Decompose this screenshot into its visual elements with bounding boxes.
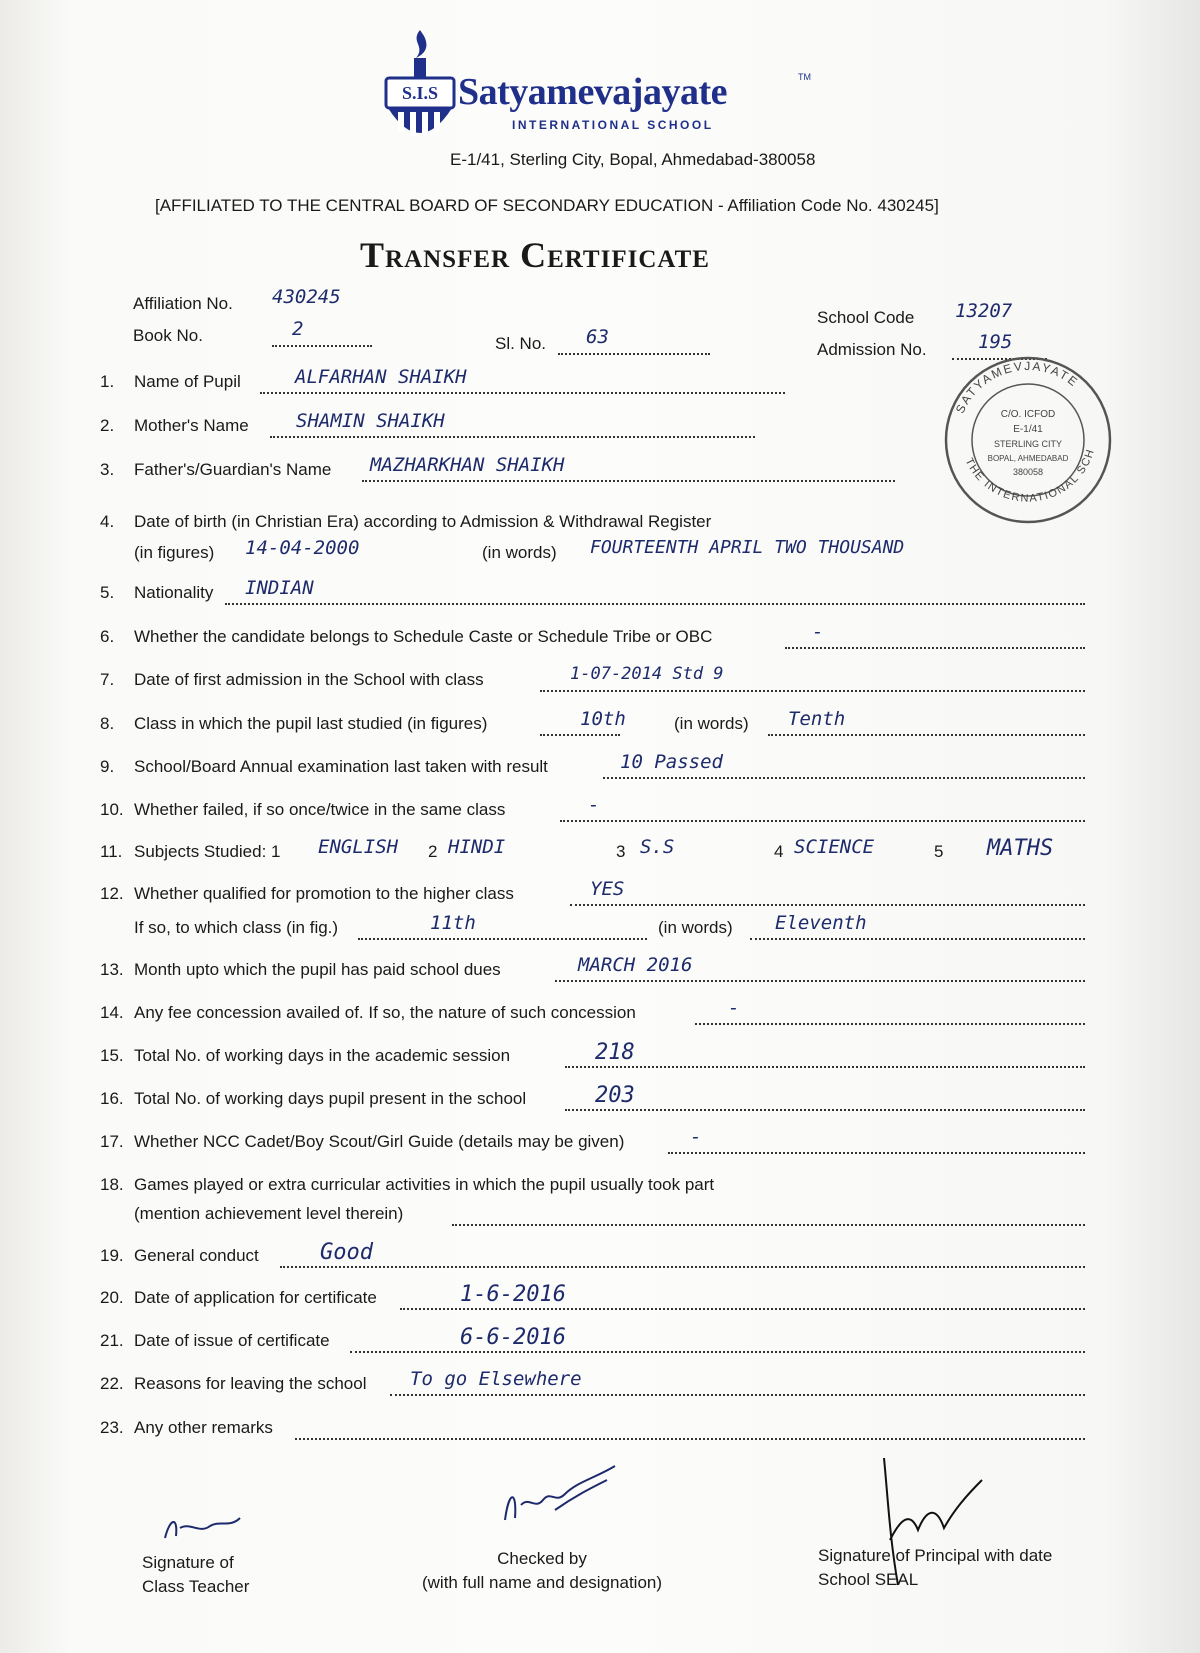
row-number: 21.	[100, 1331, 124, 1350]
subject-1-value: ENGLISH	[318, 836, 399, 858]
dob-figures-label: (in figures)	[134, 543, 215, 562]
principal-line-2: School SEAL	[818, 1570, 919, 1589]
row-label: General conduct	[134, 1246, 259, 1265]
row-label: Whether qualified for promotion to the higher class	[134, 884, 514, 903]
row-label: Reasons for leaving the school	[134, 1374, 367, 1393]
promotion-value: YES	[590, 878, 625, 900]
affiliation-no-value: 430245	[272, 286, 341, 308]
trademark-mark: TM	[798, 72, 811, 82]
issue-date-value: 6-6-2016	[460, 1325, 566, 1350]
row-number: 8.	[100, 714, 115, 733]
row-number: 16.	[100, 1089, 124, 1108]
torch-shield-icon	[380, 28, 460, 148]
row-number: 1.	[100, 372, 115, 391]
first-admission-value: 1-07-2014 Std 9	[570, 664, 724, 684]
row-label: Class in which the pupil last studied (in figures)	[134, 714, 488, 733]
row-label: Date of application for certificate	[134, 1288, 377, 1307]
row-number: 23.	[100, 1418, 124, 1437]
row-label: Whether the candidate belongs to Schedule Caste or Schedule Tribe or OBC	[134, 627, 713, 646]
seal-line-4: BOPAL, AHMEDABAD	[987, 454, 1069, 463]
leaving-reason-value: To go Elsewhere	[410, 1368, 582, 1390]
seal-line-2: E-1/41	[1013, 424, 1043, 435]
row-label: Games played or extra curricular activities in which the pupil usually took part	[134, 1175, 715, 1194]
dob-words-value: FOURTEENTH APRIL TWO THOUSAND	[590, 537, 905, 558]
dues-paid-value: MARCH 2016	[578, 954, 693, 976]
subject-4-value: SCIENCE	[794, 836, 875, 858]
row-application-date	[100, 1282, 1085, 1320]
row-activities	[100, 1175, 1085, 1207]
class-teacher-line-1: Signature of	[142, 1553, 234, 1572]
activities-level-label: (mention achievement level therein)	[134, 1204, 404, 1223]
class-teacher-line-2: Class Teacher	[142, 1577, 250, 1596]
days-present-value: 203	[595, 1083, 635, 1108]
class-teacher-signature	[160, 1508, 250, 1548]
row-nationality	[100, 577, 1085, 615]
seal-line-5: 380058	[1012, 467, 1044, 477]
row-ncc	[100, 1126, 1085, 1164]
subject-3-value: S.S	[640, 836, 675, 858]
subject-3-number: 3	[616, 842, 626, 861]
last-class-words-value: Tenth	[788, 708, 846, 730]
checked-by-signature	[495, 1460, 625, 1530]
row-general-conduct	[100, 1240, 1085, 1278]
seal-line-1: C/O. ICFOD	[1000, 409, 1056, 420]
subject-5-number: 5	[934, 842, 944, 861]
last-class-value: 10th	[580, 708, 626, 730]
application-date-value: 1-6-2016	[460, 1282, 566, 1307]
promotion-words-label: (in words)	[658, 918, 733, 937]
affiliation-no-label: Affiliation No.	[133, 294, 233, 313]
book-no-value: 2	[292, 318, 304, 340]
row-label: Date of first admission in the School with class	[134, 670, 484, 689]
fee-concession-value: -	[728, 997, 740, 1019]
row-label: Mother's Name	[134, 416, 249, 435]
row-days-present	[100, 1083, 1085, 1121]
father-name-value: MAZHARKHAN SHAIKH	[370, 454, 565, 476]
row-leaving-reason	[100, 1368, 1085, 1406]
row-other-remarks	[100, 1418, 1085, 1450]
promotion-class-label: If so, to which class (in fig.)	[134, 918, 339, 937]
row-number: 5.	[100, 583, 115, 602]
admission-no-label: Admission No.	[817, 340, 927, 359]
row-number: 13.	[100, 960, 124, 979]
sl-no-line	[558, 353, 710, 355]
row-number: 11.	[100, 842, 123, 861]
row-label: Nationality	[134, 583, 214, 602]
affiliation-line: [AFFILIATED TO THE CENTRAL BOARD OF SECONDARY EDUCATION - Affiliation Code No. 430245]	[155, 196, 939, 215]
row-number: 20.	[100, 1288, 124, 1307]
principal-sign-block	[818, 1546, 1052, 1590]
row-number: 9.	[100, 757, 115, 776]
row-label: Date of birth (in Christian Era) according to Admission & Withdrawal Register	[134, 512, 712, 531]
row-label: Whether failed, if so once/twice in the same class	[134, 800, 506, 819]
mother-name-value: SHAMIN SHAIKH	[296, 410, 445, 432]
row-label: Date of issue of certificate	[134, 1331, 330, 1350]
row-number: 18.	[100, 1175, 124, 1194]
row-last-class	[100, 708, 1085, 746]
promotion-class-value: 11th	[430, 912, 476, 934]
row-number: 6.	[100, 627, 115, 646]
subject-4-number: 4	[774, 842, 784, 861]
school-code-label: School Code	[817, 308, 915, 327]
row-name-of-pupil	[100, 366, 1085, 404]
row-number: 14.	[100, 1003, 124, 1022]
row-label: Total No. of working days in the academic session	[134, 1046, 511, 1065]
row-subjects	[100, 836, 1085, 874]
checked-by-line-2: (with full name and designation)	[421, 1573, 663, 1592]
logo-mark-text: S.I.S	[401, 83, 439, 103]
row-caste-category	[100, 621, 1085, 659]
row-promotion-class	[100, 912, 1085, 950]
row-number: 17.	[100, 1132, 124, 1151]
row-working-days	[100, 1040, 1085, 1078]
row-label: Any other remarks	[134, 1418, 273, 1437]
sl-no-value: 63	[586, 326, 609, 348]
row-label: Month upto which the pupil has paid school dues	[134, 960, 501, 979]
row-number: 15.	[100, 1046, 124, 1065]
row-number: 7.	[100, 670, 115, 689]
certificate-title: Transfer Certificate	[360, 235, 710, 275]
row-number: 3.	[100, 460, 115, 479]
book-no-line	[272, 345, 372, 347]
sl-no-label: Sl. No.	[495, 334, 547, 353]
last-exam-value: 10 Passed	[620, 751, 723, 773]
school-logo	[380, 28, 820, 148]
row-label: School/Board Annual examination last taken with result	[134, 757, 548, 776]
subject-2-value: HINDI	[448, 836, 506, 858]
dob-figures-value: 14-04-2000	[245, 537, 360, 559]
promotion-words-value: Eleventh	[775, 912, 867, 934]
row-number: 2.	[100, 416, 115, 435]
school-name: Satyamevajayate	[458, 71, 727, 113]
row-number: 22.	[100, 1374, 124, 1393]
row-label: Total No. of working days pupil present in the school	[134, 1089, 527, 1108]
row-fee-concession	[100, 997, 1085, 1035]
failed-value: -	[588, 794, 600, 816]
seal-top-text: SATYAMEVJAYATE	[952, 358, 1082, 416]
row-activities-level	[100, 1204, 1085, 1236]
ncc-value: -	[690, 1126, 702, 1148]
school-address: E-1/41, Sterling City, Bopal, Ahmedabad-380058	[450, 150, 816, 169]
book-no-label: Book No.	[133, 326, 203, 345]
nationality-value: INDIAN	[245, 577, 314, 599]
row-number: 10.	[100, 800, 124, 819]
checked-by-sign-block	[412, 1549, 672, 1593]
pupil-name-value: ALFARHAN SHAIKH	[295, 366, 467, 388]
admission-no-value: 195	[978, 331, 1013, 353]
row-date-of-birth-values	[100, 537, 1085, 575]
row-first-admission	[100, 664, 1085, 702]
subject-2-number: 2	[428, 842, 438, 861]
seal-bottom-text: THE INTERNATIONAL SCH	[962, 446, 1098, 505]
seal-line-3: STERLING CITY	[993, 439, 1063, 449]
school-code-value: 13207	[955, 300, 1013, 322]
dob-words-label: (in words)	[482, 543, 557, 562]
checked-by-line-1: Checked by	[497, 1549, 587, 1568]
row-label: Father's/Guardian's Name	[134, 460, 332, 479]
row-label: Any fee concession availed of. If so, the nature of such concession	[134, 1003, 636, 1022]
row-last-exam	[100, 751, 1085, 789]
row-dues-paid	[100, 954, 1085, 992]
row-number: 19.	[100, 1246, 124, 1265]
caste-category-value: -	[812, 621, 824, 643]
row-number: 4.	[100, 512, 115, 531]
subject-5-value: MATHS	[987, 836, 1054, 861]
principal-line-1: Signature of Principal with date	[818, 1546, 1053, 1565]
row-promotion	[100, 878, 1085, 916]
row-label: Subjects Studied: 1	[134, 842, 281, 861]
school-subtitle: INTERNATIONAL SCHOOL	[512, 118, 714, 132]
working-days-value: 218	[595, 1040, 635, 1065]
class-teacher-sign-block	[142, 1553, 249, 1597]
row-failed	[100, 794, 1085, 832]
row-label: Name of Pupil	[134, 372, 241, 391]
general-conduct-value: Good	[320, 1240, 373, 1265]
last-class-words-label: (in words)	[674, 714, 749, 733]
row-number: 12.	[100, 884, 124, 903]
row-label: Whether NCC Cadet/Boy Scout/Girl Guide (details may be given)	[134, 1132, 625, 1151]
row-issue-date	[100, 1325, 1085, 1363]
